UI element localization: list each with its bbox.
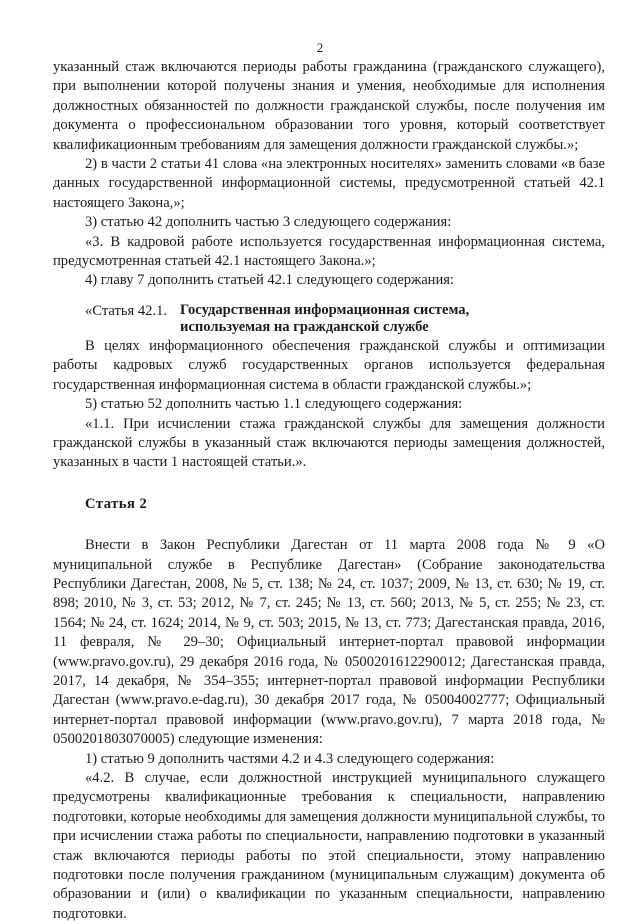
article-42-1-title <box>180 302 469 337</box>
paragraph-quote-3: «3. В кадровой работе используется государственная информационная система, предусмотренная статьей 42.1 настоящего Закона.»; <box>53 233 605 270</box>
paragraph-item-2: 2) в части 2 статьи 41 слова «на электронных носителях» заменить словами «в базе данных государственной информационной системы, предусмотренной статьей 42.1 настоящего Закона,»; <box>53 156 605 211</box>
paragraph-article-42-1-body: В целях информационного обеспечения гражданской службы и оптимизации работы кадровых служб государственных органов используется федеральная государственная информационная система в области гражданской службы.»; <box>53 337 605 393</box>
document-body <box>53 58 605 924</box>
article-42-1-header <box>53 302 605 337</box>
article-2-heading: Статья 2 <box>85 495 148 512</box>
article-42-1-label: «Статья 42.1. <box>85 302 168 319</box>
paragraph-article-2-intro: Внести в Закон Республики Дагестан от 11 марта 2008 года № 9 «О муниципальной службе в Республике Дагестан» (Собрание законодательства Республики Дагестан, 2008, № 5, ст. 138; № 24, ст. 1037; 2009, № 13, ст. 630; № 19, ст. 898; 2010, № 3, ст. 53; 2012, № 7, ст. 245; № 13, ст. 560; 2013, № 5, ст. 255; № 23, ст. 1564; № 24, ст. 1624; 2014, № 9, ст. 503; 2015, № 13, ст. 773; Дагестанская правда, 2016, 11 февраля, № 29–30; Официальный интернет-портал правовой информации (www.pravo.gov.ru), 29 декабря 2016 года, № 0500201612290012; Дагестанская правда, 2017, 14 декабря, № 354–355; интернет-портал правовой информации Республики Дагестан (www.pravo.e-dag.ru), 30 декабря 2017 года, № 05004002777; Официальный интернет-портал правовой информации (www.pravo.gov.ru), 7 марта 2018 года, № 0500201803070005) следующие изменения: <box>53 537 605 748</box>
paragraph-item-4: 4) главу 7 дополнить статьей 42.1 следующего содержания: <box>85 272 455 289</box>
paragraph-item-3: 3) статью 42 дополнить частью 3 следующего содержания: <box>85 214 452 231</box>
page-number: 2 <box>316 40 324 55</box>
paragraph-item-5: 5) статью 52 дополнить частью 1.1 следующего содержания: <box>85 396 463 413</box>
paragraph-quote-4-2: «4.2. В случае, если должностной инструкцией муниципального служащего предусмотрены квалификационные требования к специальности, направлению подготовки, которые необходимы для замещения должности муниципальной службы, то при исчислении стажа работы по специальности, направлению подготовки в указанный стаж включаются периоды работы по этой специальности, этому направлению подготовки после получения гражданином (муниципальным служащим) документа об образовании и (или) о квалификации по указанным специальности, направлению подготовки. <box>53 770 605 922</box>
paragraph-article-2-item-1: 1) статью 9 дополнить частями 4.2 и 4.3 следующего содержания: <box>85 750 495 767</box>
paragraph-continuation: указанный стаж включаются периоды работы гражданина (гражданского служащего), при выполнении которой получены знания и умения, необходимые для исполнения должностных обязанностей по должности гражданской службы, после получения им документа о профессиональном образовании того уровня, который соответствует квалификационным требованиям для замещения должности гражданской службы.»; <box>53 59 605 153</box>
paragraph-quote-1-1: «1.1. При исчислении стажа гражданской службы для замещения должности гражданской службы в указанный стаж включаются периоды замещения должностей, указанных в части 1 настоящей статьи.». <box>53 415 605 471</box>
article-42-1-title-line2: используемая на гражданской службе <box>180 319 429 336</box>
article-42-1-title-line1: Государственная информационная система, <box>180 301 470 318</box>
